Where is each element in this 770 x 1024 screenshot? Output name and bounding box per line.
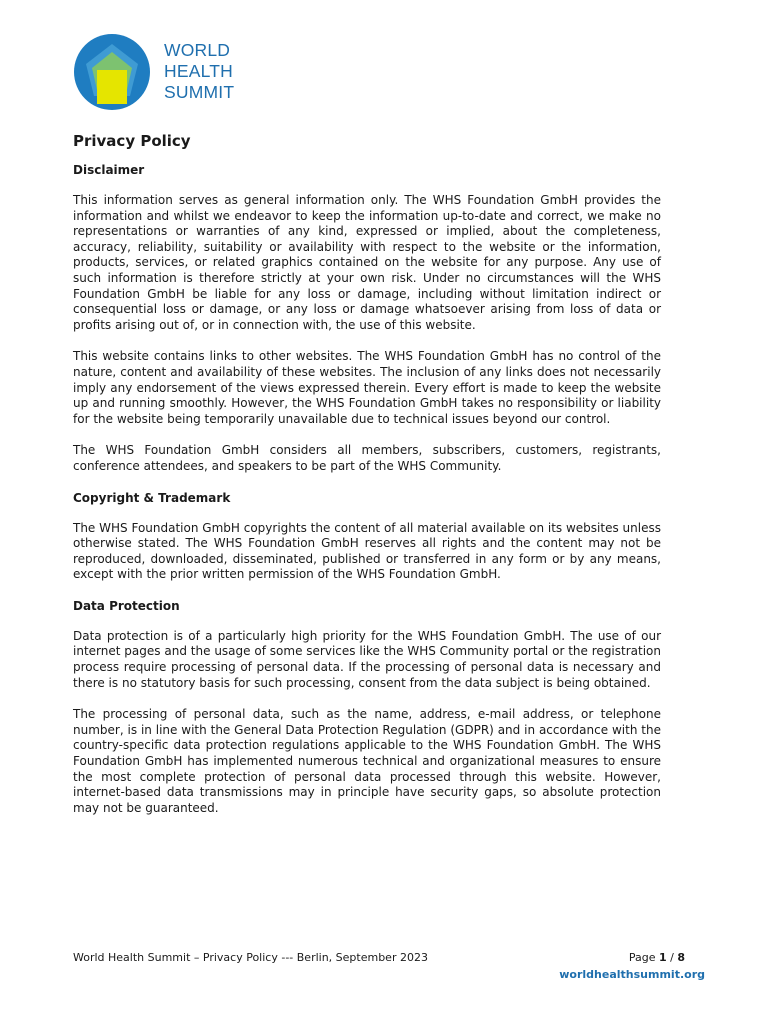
page-separator: / [666,951,678,964]
paragraph: This information serves as general information only. The WHS Foundation GmbH provides the information and whilst we endeavor to keep the information up-to-date and correct, we make no representations or warranties of any kind, expressed or implied, about the completeness, accuracy, reliability, suitability or availability with respect to the website or the information, products, services, or related graphics contained on the website for any purpose. Any use of such information is therefore strictly at your own risk. Under no circumstances will the WHS Foundation GmbH be liable for any loss or damage, including without limitation indirect or consequential loss or damage, or any loss or damage whatsoever arising from loss of data or profits arising out of, or in connection with, the use of this website. [73,193,661,332]
paragraph: The processing of personal data, such as the name, address, e-mail address, or telephone number, is in line with the General Data Protection Regulation (GDPR) and in accordance with the country-specific data protection regulations applicable to the WHS Foundation GmbH. The WHS Foundation GmbH has implemented numerous technical and organizational measures to ensure the most complete protection of personal data processed through this website. However, internet-based data transmissions may in principle have security gaps, so absolute protection may not be guaranteed. [73,707,661,815]
page-total: 8 [677,951,685,964]
section-heading-disclaimer: Disclaimer [73,163,145,177]
world-health-summit-logo [72,34,252,114]
document-body [73,132,661,832]
logo-line-2: HEALTH [164,61,233,81]
section-heading-copyright: Copyright & Trademark [73,490,231,505]
page-title: Privacy Policy [73,132,191,150]
logo-emblem-icon [72,34,152,114]
footer-page-number [629,951,685,964]
paragraph: The WHS Foundation GmbH copyrights the content of all material available on its websites unless otherwise stated. The WHS Foundation GmbH reserves all rights and the content may not be reproduced, downloaded, disseminated, published or transferred in any form or by any means, except with the prior written permission of the WHS Foundation GmbH. [73,520,661,582]
logo-line-3: SUMMIT [164,82,235,102]
logo-wordmark [164,40,234,103]
paragraph: This website contains links to other websites. The WHS Foundation GmbH has no control of the nature, content and availability of these websites. The inclusion of any links does not necessarily imply any endorsement of the views expressed therein. Every effort is made to keep the website up and running smoothly. However, the WHS Foundation GmbH takes no responsibility or liability for the website being temporarily unavailable due to technical issues beyond our control. [73,349,661,426]
page-label: Page [628,951,659,964]
paragraph: The WHS Foundation GmbH considers all members, subscribers, customers, registrants, conference attendees, and speakers to be part of the WHS Community. [73,443,661,473]
section-heading-data-protection: Data Protection [73,598,180,613]
paragraph: Data protection is of a particularly high priority for the WHS Foundation GmbH. The use of our internet pages and the usage of some services like the WHS Community portal or the registration process require processing of personal data. If the processing of personal data is necessary and there is no statutory basis for such processing, consent from the data subject is being obtained. [73,628,661,690]
logo-line-1: WORLD [164,40,231,60]
footer-website-link[interactable]: worldhealthsummit.org [559,968,705,981]
page-current: 1 [658,951,667,964]
footer-document-info: World Health Summit – Privacy Policy --- Berlin, September 2023 [73,951,428,964]
